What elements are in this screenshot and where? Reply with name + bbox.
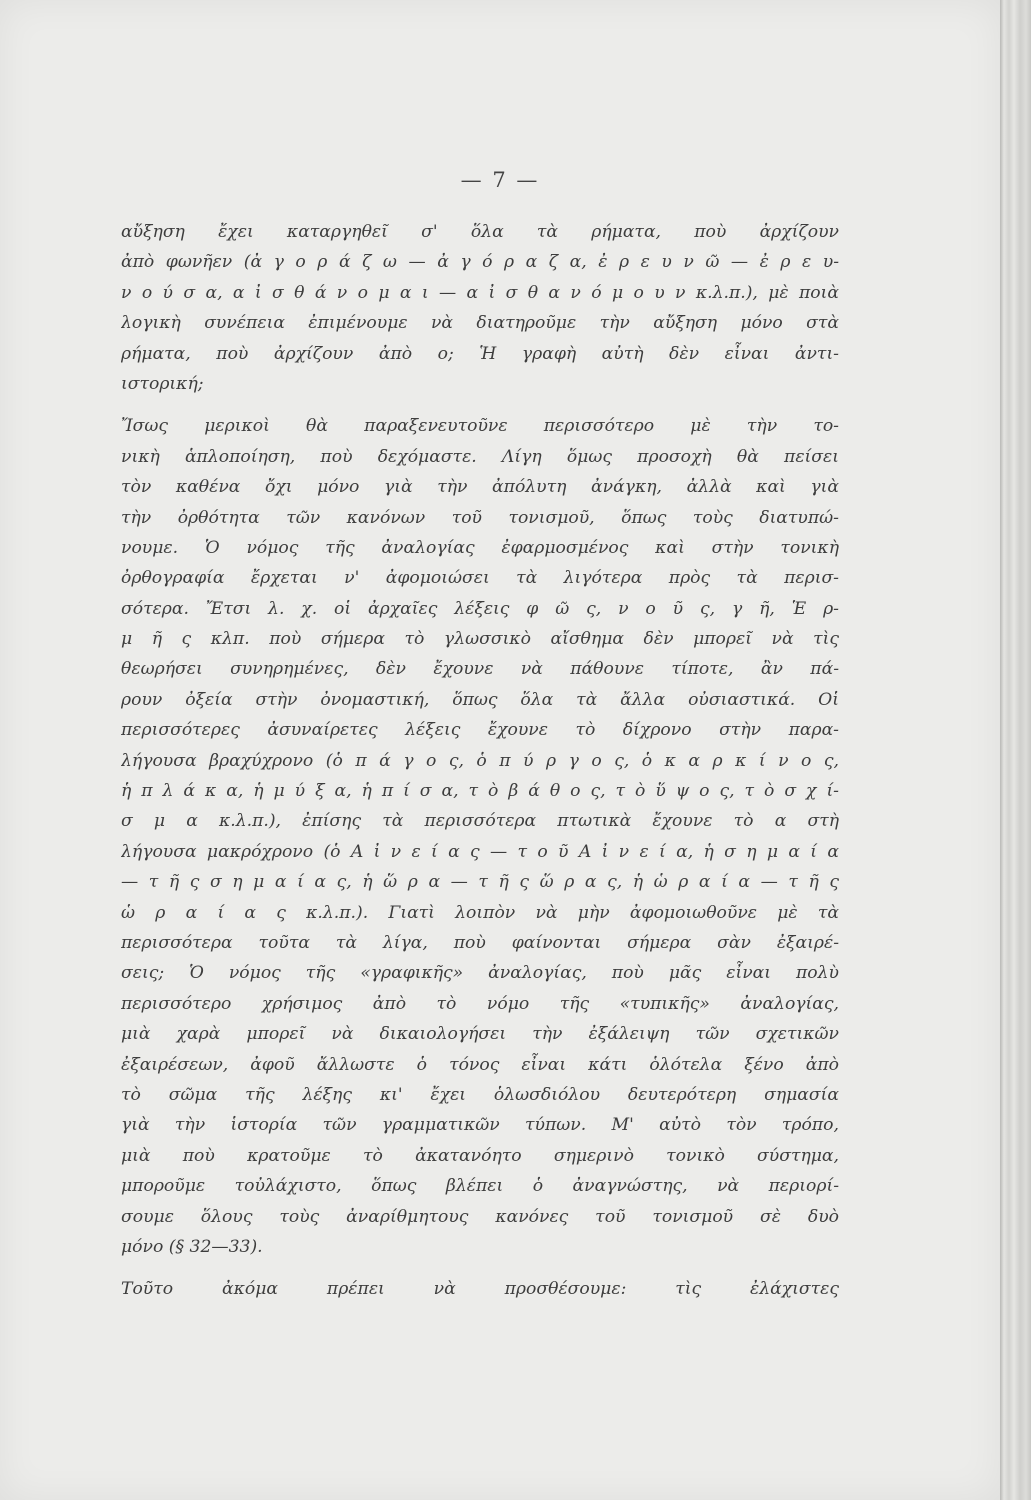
text-line: λήγουσα βραχύχρονο (ὁ π ά γ ο ς, ὁ π ύ ρ γ ο ς, ὁ κ α ρ κ ί ν ο ς, [121,750,839,771]
text-line: ρήματα, ποὺ ἀρχίζουν ἀπὸ ο; Ἡ γραφὴ αὐτὴ δὲν εἶναι ἀντι- [121,343,839,364]
body-text [121,217,839,1305]
text-line: νικὴ ἁπλοποίηση, ποὺ δεχόμαστε. Λίγη ὅμως προσοχὴ θὰ πείσει [121,446,839,467]
text-line: μιὰ χαρὰ μπορεῖ νὰ δικαιολογήσει τὴν ἐξάλειψη τῶν σχετικῶν [121,1024,839,1045]
text-line: σότερα. Ἔτσι λ. χ. οἱ ἀρχαῖες λέξεις φ ῶ ς, ν ο ῦ ς, γ ῆ, Ἑ ρ- [121,598,839,619]
text-line: μόνο (§ 32—33). [121,1236,263,1257]
text-line: Ἴσως μερικοὶ θὰ παραξενευτοῦνε περισσότερο μὲ τὴν το- [121,416,839,437]
text-line: λήγουσα μακρόχρονο (ὁ Α ἰ ν ε ί α ς — τ ο ῦ Α ἰ ν ε ί α, ἡ σ η μ α ί α [121,841,839,862]
text-line: θεωρήσει συνηρημένες, δὲν ἔχουνε νὰ πάθουνε τίποτε, ἂν πά- [121,659,839,680]
text-line: μιὰ ποὺ κρατοῦμε τὸ ἀκατανόητο σημερινὸ τονικὸ σύστημα, [121,1145,839,1166]
text-line: τὸν καθένα ὄχι μόνο γιὰ τὴν ἀπόλυτη ἀνάγκη, ἀλλὰ καὶ γιὰ [121,477,839,498]
text-line: ὡ ρ α ί α ς κ.λ.π.). Γιατὶ λοιπὸν νὰ μὴν ἀφομοιωθοῦνε μὲ τὰ [121,902,839,923]
text-line: περισσότερο χρήσιμος ἀπὸ τὸ νόμο τῆς «τυπικῆς» ἀναλογίας, [121,993,839,1014]
text-line: — τ ῆ ς σ η μ α ί α ς, ἡ ὥ ρ α — τ ῆ ς ὥ ρ α ς, ἡ ὡ ρ α ί α — τ ῆ ς [121,872,839,893]
text-line: ιστορική; [121,373,204,394]
text-line: μποροῦμε τοὐλάχιστο, ὅπως βλέπει ὁ ἀναγνώστης, νὰ περιορί- [121,1176,839,1197]
text-line: περισσότερες ἀσυναίρετες λέξεις ἔχουνε τὸ δίχρονο στὴν παρα- [121,720,839,741]
text-line: ὀρθογραφία ἔρχεται ν' ἀφομοιώσει τὰ λιγότερα πρὸς τὰ περισ- [121,568,839,589]
text-line: νουμε. Ὁ νόμος τῆς ἀναλογίας ἐφαρμοσμένος καὶ στὴν τονικὴ [121,537,839,558]
paragraph-3 [121,1274,839,1304]
text-line: σ μ α κ.λ.π.), ἐπίσης τὰ περισσότερα πτωτικὰ ἔχουνε τὸ α στὴ [121,811,839,832]
text-line: αὔξηση ἔχει καταργηθεῖ σ' ὅλα τὰ ρήματα, ποὺ ἀρχίζουν [121,222,839,242]
text-line: ἀπὸ φωνῆεν (ἀ γ ο ρ ά ζ ω — ἀ γ ό ρ α ζ α, ἐ ρ ε υ ν ῶ — ἐ ρ ε υ- [121,252,839,273]
text-line: Τοῦτο ἀκόμα πρέπει νὰ προσθέσουμε: τὶς ἐλάχιστες [121,1279,839,1300]
paragraph-gap [121,399,839,411]
text-line: ν ο ύ σ α, α ἰ σ θ ά ν ο μ α ι — α ἰ σ θ α ν ό μ ο υ ν κ.λ.π.), μὲ ποιὰ [121,282,839,303]
text-line: ἐξαιρέσεων, ἀφοῦ ἄλλωστε ὁ τόνος εἶναι κάτι ὁλότελα ξένο ἀπὸ [121,1054,839,1075]
text-line: γιὰ τὴν ἱστορία τῶν γραμματικῶν τύπων. Μ' αὐτὸ τὸν τρόπο, [121,1115,839,1136]
text-line: τὴν ὀρθότητα τῶν κανόνων τοῦ τονισμοῦ, ὅπως τοὺς διατυπώ- [121,507,839,528]
paragraph-gap [121,1262,839,1274]
page-number: — 7 — [460,168,540,192]
text-line: μ ῆ ς κλπ. ποὺ σήμερα τὸ γλωσσικὸ αἴσθημα δὲν μπορεῖ νὰ τὶς [121,629,839,650]
paragraph-1 [121,217,839,399]
paragraph-2 [121,411,839,1262]
text-line: περισσότερα τοῦτα τὰ λίγα, ποὺ φαίνονται σήμερα σὰν ἐξαιρέ- [121,932,839,953]
text-line: σεις; Ὁ νόμος τῆς «γραφικῆς» ἀναλογίας, ποὺ μᾶς εἶναι πολὺ [121,963,839,984]
text-line: λογικὴ συνέπεια ἐπιμένουμε νὰ διατηροῦμε τὴν αὔξηση μόνο στὰ [121,313,839,334]
text-line: ἡ π λ ά κ α, ἡ μ ύ ξ α, ἡ π ί σ α, τ ὸ β ά θ ο ς, τ ὸ ὕ ψ ο ς, τ ὸ σ χ ί- [121,781,839,802]
text-line: σουμε ὅλους τοὺς ἀναρίθμητους κανόνες τοῦ τονισμοῦ σὲ δυὸ [121,1206,839,1227]
text-line: ρουν ὀξεία στὴν ὀνομαστική, ὅπως ὅλα τὰ ἄλλα οὐσιαστικά. Οἱ [121,689,839,710]
page-stack-edge [1000,0,1031,1500]
text-line: τὸ σῶμα τῆς λέξης κι' ἔχει ὁλωσδιόλου δευτερότερη σημασία [121,1084,839,1105]
